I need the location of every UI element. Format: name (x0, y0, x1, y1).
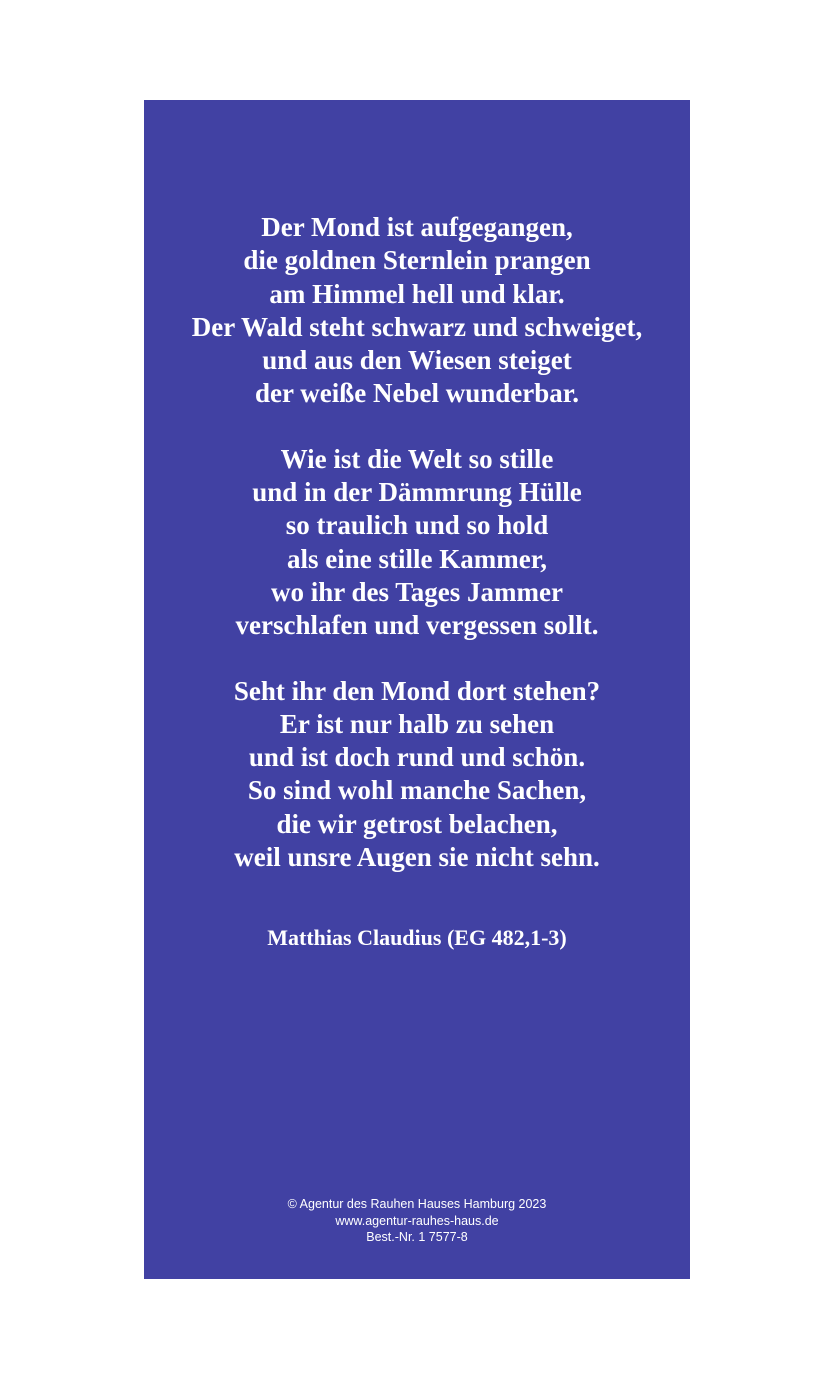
poem-line: So sind wohl manche Sachen, (247, 775, 587, 806)
copyright-notice: © Agentur des Rauhen Hauses Hamburg 2023 (287, 1197, 547, 1211)
poem-line: und aus den Wiesen steiget (262, 345, 572, 376)
poem-line: weil unsre Augen sie nicht sehn. (234, 842, 600, 873)
website-url: www.agentur-rauhes-haus.de (335, 1213, 499, 1228)
poem (144, 211, 690, 906)
order-number: Best.-Nr. 1 7577-8 (366, 1230, 468, 1244)
poem-line: die goldnen Sternlein prangen (243, 245, 591, 276)
stanza-2 (144, 443, 690, 643)
stanza-1 (144, 211, 690, 411)
poem-line: der weiße Nebel wunderbar. (255, 378, 579, 409)
stanza-3 (144, 675, 690, 875)
poem-line: Der Mond ist aufgegangen, (261, 212, 573, 242)
poem-line: und ist doch rund und schön. (248, 742, 586, 773)
poem-line: wo ihr des Tages Jammer (270, 576, 563, 607)
poem-line: als eine stille Kammer, (287, 543, 547, 574)
poem-line: die wir getrost belachen, (276, 808, 558, 839)
poem-author: Matthias Claudius (EG 482,1-3) (267, 925, 567, 950)
poem-card (144, 100, 690, 1279)
publisher-footer (144, 1196, 690, 1246)
poem-line: Wie ist die Welt so stille (280, 443, 554, 474)
poem-line: so traulich und so hold (285, 510, 549, 541)
poem-line: und in der Dämmrung Hülle (252, 477, 582, 508)
poem-line: Der Wald steht schwarz und schweiget, (191, 311, 643, 342)
poem-line: Er ist nur halb zu sehen (279, 708, 555, 739)
poem-line: Seht ihr den Mond dort stehen? (233, 675, 601, 706)
poem-line: verschlafen und vergessen sollt. (235, 610, 599, 641)
poem-line: am Himmel hell und klar. (269, 278, 565, 309)
